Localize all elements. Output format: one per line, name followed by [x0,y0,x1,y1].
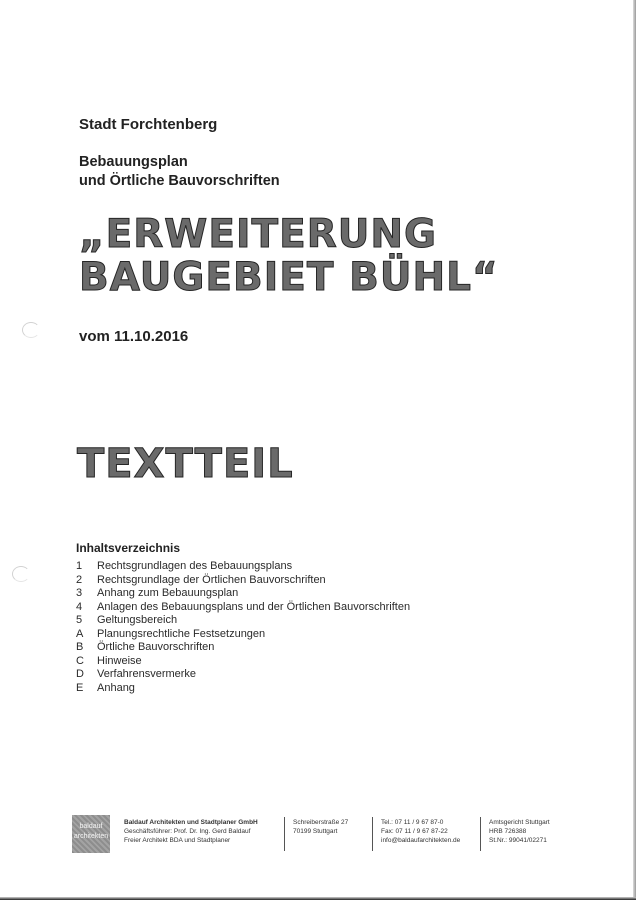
plan-title-line: „ERWEITERUNG [79,212,438,257]
phone-number: Tel.: 07 11 / 9 67 87-0 [381,819,444,826]
section-title: TEXTTEIL [77,441,294,487]
toc-item-label: Örtliche Bauvorschriften [97,641,215,653]
document-subtitle [79,153,280,191]
footer-contact-block [381,818,460,845]
toc-item-number: 1 [76,560,83,572]
city-name: Stadt Forchtenberg [79,116,218,133]
street-address: Schreiberstraße 27 [293,819,349,826]
document-date: vom 11.10.2016 [79,328,189,345]
toc-item-label: Anhang [97,681,135,694]
toc-item-label: Rechtsgrundlage der Örtlichen Bauvorschriften [97,573,326,586]
architect-title: Freier Architekt BDA und Stadtplaner [124,837,231,844]
city-address: 70199 Stuttgart [293,828,338,835]
toc-item-label: Verfahrensvermerke [97,668,197,680]
toc-item-number: 2 [76,573,83,586]
toc-item [76,682,410,696]
toc-item [76,655,410,669]
toc-item-number: 3 [76,587,83,599]
toc-item-label: Anhang zum Bebauungsplan [97,587,239,599]
toc-item [76,587,410,601]
toc-item [76,641,410,655]
toc-item [76,574,410,588]
registry-court: Amtsgericht Stuttgart [489,819,550,826]
toc-item-label: Planungsrechtliche Festsetzungen [97,627,266,640]
toc-item-number: B [76,641,84,653]
toc-item-number: C [76,654,84,667]
toc-item [76,614,410,628]
footer-registry-block [489,818,550,845]
company-name: Baldauf Architekten und Stadtplaner GmbH [124,819,258,826]
footer-address-block [293,818,348,836]
footer-divider [372,817,373,851]
footer-divider [284,817,285,851]
toc-item [76,628,410,642]
plan-title [79,213,499,299]
plan-title-line: BAUGEBIET BÜHL“ [79,255,499,300]
toc-item-label: Geltungsbereich [97,614,178,626]
footer-company-block [124,818,258,845]
toc-item-number: D [76,668,84,680]
fax-number: Fax: 07 11 / 9 67 87-22 [381,828,448,835]
toc-item-number: 5 [76,614,83,626]
toc-item [76,560,410,574]
toc-item [76,601,410,615]
toc-item-number: E [76,681,84,694]
toc-heading: Inhaltsverzeichnis [76,541,181,555]
toc-item-number: A [76,627,84,640]
email-link[interactable]: info@baldaufarchitekten.de [381,837,461,844]
toc-item-label: Anlagen des Bebauungsplans und der Örtlichen Bauvorschriften [97,600,411,613]
registry-number: HRB 726388 [489,828,527,835]
footer-divider [480,817,481,851]
toc-item [76,668,410,682]
toc-item-label: Rechtsgrundlagen des Bebauungsplans [97,560,293,572]
tax-number: St.Nr.: 99041/02271 [489,837,547,844]
punch-hole-mark [22,322,40,338]
toc-item-label: Hinweise [97,654,142,667]
company-logo [72,815,110,853]
subtitle-line: Bebauungsplan [79,154,188,170]
punch-hole-mark [12,566,30,582]
managing-director: Geschäftsführer: Prof. Dr. Ing. Gerd Baldauf [124,828,251,835]
toc-item-number: 4 [76,600,83,613]
letterhead-footer [72,815,572,855]
logo-line: architekten [73,833,109,840]
table-of-contents [76,560,410,695]
logo-line: baldauf [79,823,103,830]
subtitle-line: und Örtliche Bauvorschriften [79,173,280,189]
